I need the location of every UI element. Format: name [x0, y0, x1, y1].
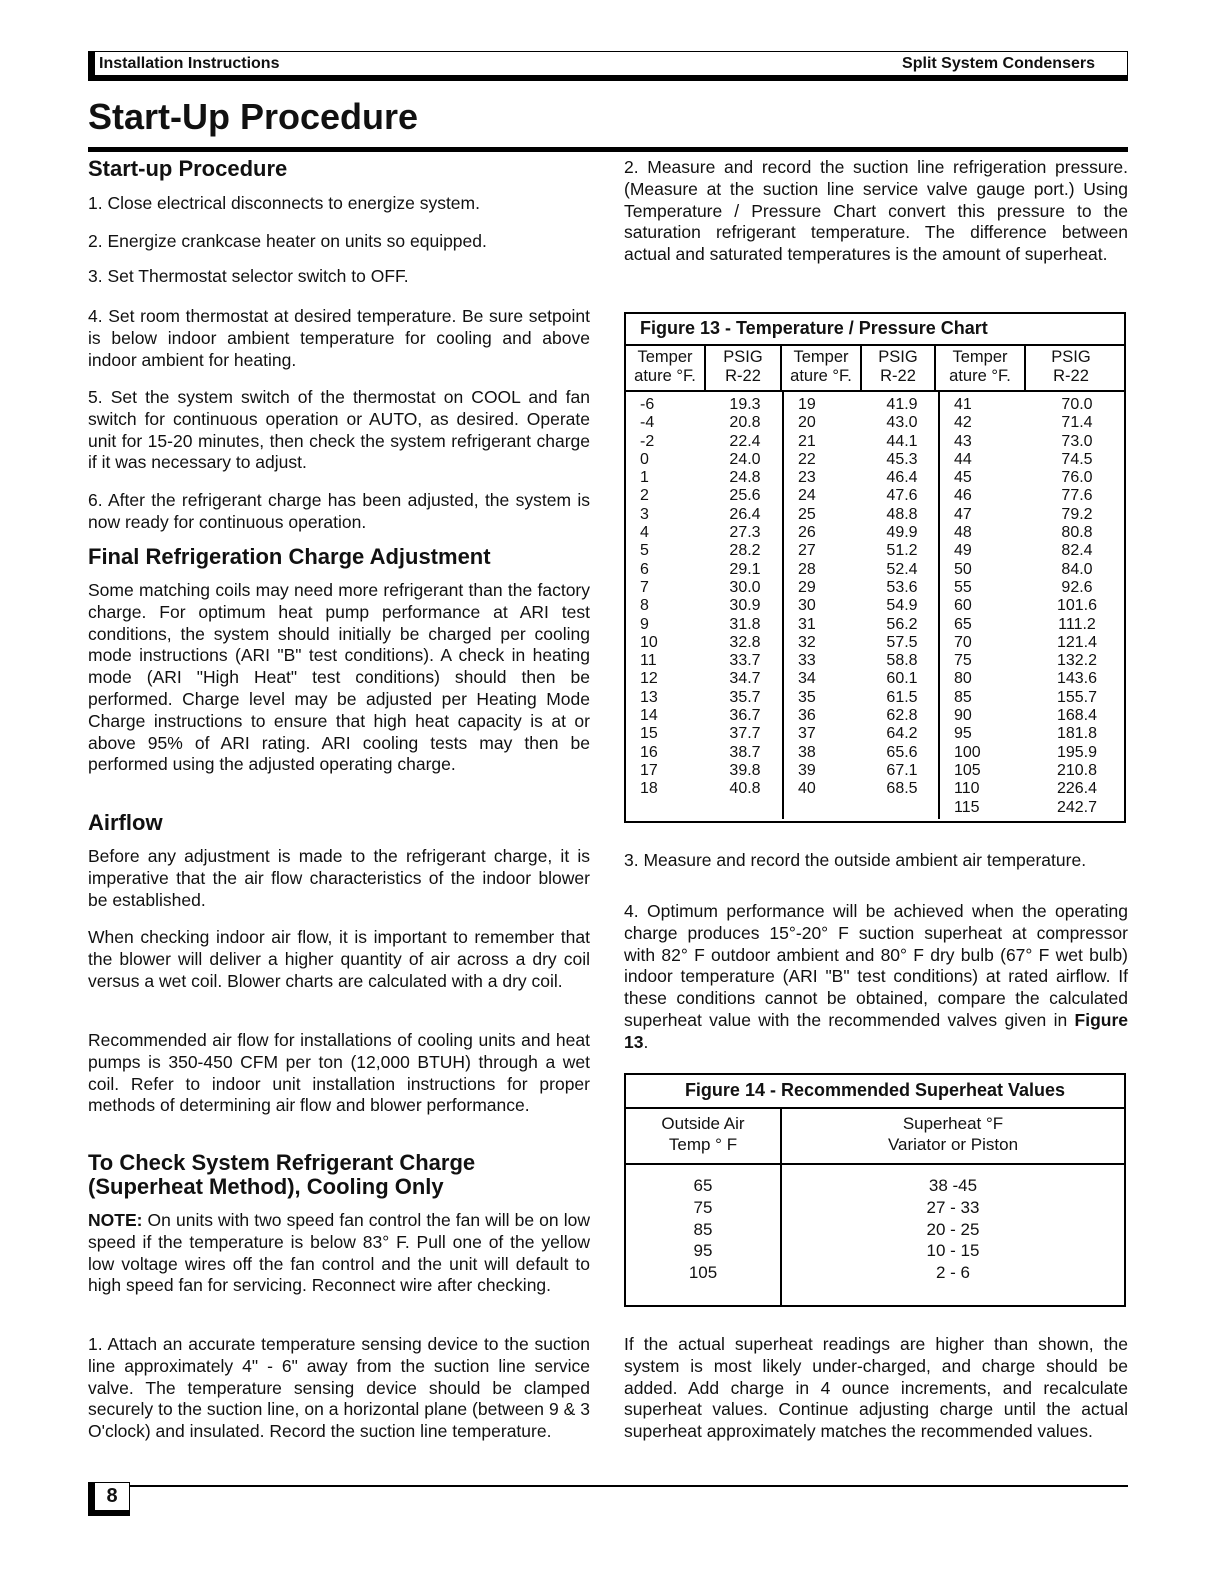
psig-cell: 92.6: [1061, 578, 1093, 596]
header-line: R-22: [880, 367, 916, 385]
psig-cell: 49.9: [886, 524, 918, 542]
step-2: 2. Energize crankcase heater on units so equipped.: [88, 231, 487, 251]
psig-cell: 22.4: [729, 432, 761, 450]
temperature-cell: 42: [954, 414, 972, 432]
page-number: 8: [88, 1482, 130, 1516]
psig-cell: 56.2: [886, 615, 918, 633]
note-text: On units with two speed fan control the fan will be on low speed if the temperature is below 83° F. Pull one of the yellow low voltage wires off the fan control and the unit will default to high speed fan for servicing. Reconnect wire after checking.: [88, 1210, 590, 1296]
psig-cell: 29.1: [729, 560, 761, 578]
temperature-cell: 105: [954, 761, 981, 779]
psig-cell: 60.1: [886, 670, 918, 688]
temperature-cell: 20: [798, 414, 816, 432]
temperature-cell: 48: [954, 524, 972, 542]
heading-check-charge: To Check System Refrigerant Charge (Superheat Method), Cooling Only: [88, 1150, 476, 1199]
temperature-cell: 75: [954, 652, 972, 670]
data-group: [626, 392, 784, 819]
step-3: 3. Set Thermostat selector switch to OFF.: [88, 266, 409, 286]
temperature-cell: 17: [640, 761, 658, 779]
psig-cell: 45.3: [886, 450, 918, 468]
psig-cell: 101.6: [1056, 597, 1098, 615]
temp-cell: 95: [693, 1241, 713, 1261]
psig-cell: 61.5: [886, 688, 918, 706]
temperature-cell: 27: [798, 542, 816, 560]
header-line: R-22: [725, 367, 761, 385]
heading-startup: Start-up Procedure: [88, 156, 288, 181]
psig-cell: 62.8: [886, 707, 918, 725]
psig-cell: 65.6: [886, 743, 918, 761]
temperature-cell: 31: [798, 615, 816, 633]
temperature-cell: 44: [954, 450, 972, 468]
header-temperature: [936, 346, 1026, 390]
header-line: Outside Air: [661, 1114, 745, 1133]
header-line: Variator or Piston: [887, 1135, 1019, 1154]
psig-cell: 76.0: [1061, 469, 1093, 487]
temperature-cell: 0: [640, 450, 649, 468]
psig-cell: 73.0: [1061, 432, 1093, 450]
temperature-cell: 70: [954, 633, 972, 651]
temperature-cell: 3: [640, 505, 649, 523]
note-label: NOTE:: [88, 1210, 143, 1230]
temperature-cell: 1: [640, 469, 649, 487]
temperature-cell: 19: [798, 396, 816, 413]
psig-cell: 38.7: [729, 743, 761, 761]
psig-cell: 111.2: [1058, 615, 1096, 633]
temperature-cell: 32: [798, 633, 816, 651]
psig-cell: 54.9: [886, 597, 918, 615]
temperature-cell: 24: [798, 487, 816, 505]
temperature-cell: 29: [798, 578, 816, 596]
psig-cell: 52.4: [886, 560, 918, 578]
psig-cell: 121.4: [1056, 633, 1098, 651]
temperature-cell: 30: [798, 597, 816, 615]
header-right: Split System Condensers: [902, 54, 1095, 72]
psig-cell: 68.5: [886, 780, 918, 798]
step-4: 4. Set room thermostat at desired temperature. Be sure setpoint is below indoor ambient temperature for cooling and above indoor ambient for heating.: [88, 306, 590, 370]
temperature-cell: 39: [798, 761, 816, 779]
step-4-end: .: [643, 1031, 649, 1052]
temperature-cell: 16: [640, 743, 658, 761]
temperature-cell: 21: [798, 432, 816, 450]
temperature-cell: 55: [954, 578, 972, 596]
psig-cell: 64.2: [886, 725, 918, 743]
temperature-cell: 38: [798, 743, 816, 761]
psig-cell: 24.8: [729, 469, 761, 487]
psig-cell: 58.8: [886, 652, 918, 670]
temperature-cell: 28: [798, 560, 816, 578]
header-line: ature °F.: [949, 367, 1011, 385]
step-4-text: 4. Optimum performance will be achieved when the operating charge produces 15°-20° F suction superheat at compressor with 82° F outdoor ambient and 80° F dry bulb (67° F wet bulb) indoor temperature (ARI "B" test conditions) at rated airflow. If these conditions cannot be obtained, compare the calculated superheat value with the recommended valves given in: [624, 901, 1128, 1030]
header-line: PSIG: [878, 348, 918, 366]
page-title: Start-Up Procedure: [88, 96, 419, 137]
airflow-para-3: Recommended air flow for installations of cooling units and heat pumps is 350-450 CFM per ton (12,000 BTUH) through a wet coil. Refer to indoor unit installation instructions for proper methods of determining air flow and blower performance.: [88, 1030, 590, 1116]
figure-14-table: [624, 1073, 1126, 1307]
temperature-cell: 23: [798, 469, 816, 487]
figure-13-ref: Figure 13: [624, 1009, 1128, 1052]
temperature-cell: 6: [640, 560, 649, 578]
header-group: [936, 346, 1116, 390]
psig-cell: 30.0: [729, 578, 761, 596]
psig-cell: 48.8: [886, 505, 918, 523]
psig-cell: 35.7: [729, 688, 761, 706]
temperature-cell: 36: [798, 707, 816, 725]
psig-cell: 41.9: [886, 396, 918, 413]
final-charge-para: Some matching coils may need more refrigerant than the factory charge. For optimum heat pump performance at ARI test conditions, the system should initially be charged per cooling mode instructions (ARI "B" test conditions). A check in heating mode (ARI "High Heat" test conditions) should then be performed. Charge level may be adjusted per Heating Mode Charge instructions to ensure that high heat capacity is at or above 95% of ARI rating. ARI cooling tests may then be performed using the adjusted operating charge.: [88, 580, 590, 775]
psig-cell: 19.3: [729, 396, 761, 413]
header-line: Temper: [793, 348, 849, 366]
psig-cell: 27.3: [729, 524, 761, 542]
airflow-para-1: Before any adjustment is made to the refrigerant charge, it is imperative that the air flow characteristics of the indoor blower be established.: [88, 846, 590, 910]
psig-cell: 51.2: [886, 542, 918, 560]
right-step-3: 3. Measure and record the outside ambient air temperature.: [624, 850, 1087, 870]
header-superheat: [782, 1109, 1124, 1163]
psig-cell: 210.8: [1056, 761, 1098, 779]
superheat-cell: 20 - 25: [926, 1219, 980, 1239]
psig-cell: 132.2: [1056, 652, 1098, 670]
psig-cell: 155.7: [1056, 688, 1098, 706]
psig-column: [1032, 396, 1122, 819]
title-rule: [88, 147, 1128, 152]
header-group: [626, 346, 782, 390]
temperature-cell: 40: [798, 780, 816, 798]
header-psig: [1026, 346, 1116, 390]
step-5: 5. Set the system switch of the thermostat on COOL and fan switch for continuous operation or AUTO, as desired. Operate unit for 15-20 minutes, then check the system refrigerant charge if it was necessary to adjust.: [88, 387, 590, 473]
temperature-column: [940, 396, 1032, 819]
temperature-cell: 13: [640, 688, 658, 706]
temperature-cell: 47: [954, 505, 972, 523]
header-line: R-22: [1053, 367, 1089, 385]
psig-cell: 46.4: [886, 469, 918, 487]
superheat-cell: 38 -45: [928, 1176, 978, 1195]
data-group: [784, 392, 940, 819]
temperature-cell: 10: [640, 633, 658, 651]
psig-cell: 25.6: [729, 487, 761, 505]
temperature-cell: 9: [640, 615, 649, 633]
header-line: Temper: [952, 348, 1008, 366]
header-left: Installation Instructions: [99, 54, 280, 72]
header-line: PSIG: [1051, 348, 1091, 366]
psig-cell: 20.8: [729, 414, 761, 432]
temperature-cell: 18: [640, 780, 658, 798]
psig-cell: 70.0: [1061, 396, 1093, 413]
heading-final-charge: Final Refrigeration Charge Adjustment: [88, 544, 491, 569]
temperature-cell: -6: [640, 396, 655, 413]
superheat-cell: 2 - 6: [935, 1263, 971, 1283]
header-line: ature °F.: [634, 367, 696, 385]
step-1: 1. Close electrical disconnects to energize system.: [88, 193, 480, 213]
temperature-cell: 90: [954, 707, 972, 725]
temperature-cell: 25: [798, 505, 816, 523]
temp-cell: 105: [688, 1263, 718, 1283]
temperature-cell: 95: [954, 725, 972, 743]
psig-cell: 195.9: [1056, 743, 1098, 761]
temperature-cell: 115: [954, 798, 980, 816]
header-line: Temp ° F: [668, 1135, 738, 1154]
psig-cell: 40.8: [729, 780, 761, 798]
psig-cell: 26.4: [729, 505, 761, 523]
psig-cell: 43.0: [886, 414, 918, 432]
header-line: PSIG: [723, 348, 763, 366]
psig-cell: 168.4: [1056, 707, 1098, 725]
temperature-cell: 49: [954, 542, 972, 560]
temperature-cell: 60: [954, 597, 972, 615]
right-step-2: 2. Measure and record the suction line refrigeration pressure. (Measure at the suction line service valve gauge port.) Using Temperature / Pressure Chart convert this pressure to the saturation refrigerant temperature. The difference between actual and saturated temperatures is the amount of superheat.: [624, 157, 1128, 265]
temperature-cell: 15: [640, 725, 658, 743]
temperature-cell: 4: [640, 524, 649, 542]
psig-cell: 24.0: [729, 450, 761, 468]
header-group: [782, 346, 936, 390]
psig-cell: 44.1: [886, 432, 918, 450]
figure-13-caption: Figure 13 - Temperature / Pressure Chart: [626, 314, 1124, 346]
data-group: [940, 392, 1122, 819]
psig-cell: 47.6: [886, 487, 918, 505]
psig-cell: 57.5: [886, 633, 918, 651]
temp-cell: 85: [693, 1219, 713, 1239]
header-psig: [706, 346, 780, 390]
psig-cell: 53.6: [886, 578, 918, 596]
temperature-cell: 65: [954, 615, 972, 633]
superheat-column: [782, 1165, 1124, 1305]
temperature-cell: 41: [954, 396, 972, 413]
header-temperature: [626, 346, 706, 390]
temperature-cell: 85: [954, 688, 972, 706]
airflow-para-2: When checking indoor air flow, it is important to remember that the blower will deliver a higher quantity of air across a dry coil versus a wet coil. Blower charts are calculated with a dry coil.: [88, 927, 590, 991]
psig-column: [708, 396, 782, 819]
figure-13-table: [624, 312, 1126, 823]
psig-cell: 39.8: [729, 761, 761, 779]
psig-column: [866, 396, 938, 819]
heading-airflow: Airflow: [88, 810, 163, 835]
psig-cell: 32.8: [729, 633, 761, 651]
header-psig: [862, 346, 934, 390]
temperature-cell: 100: [954, 743, 981, 761]
footer-rule: [130, 1485, 1128, 1487]
temperature-cell: 7: [640, 578, 649, 596]
temperature-cell: 22: [798, 450, 816, 468]
psig-cell: 36.7: [729, 707, 761, 725]
check-step-1: 1. Attach an accurate temperature sensing device to the suction line approximately 4" - 6" away from the suction line service valve. The temperature sensing device should be clamped securely to the suction line, on a horizontal plane (between 9 & 3 O'clock) and insulated. Record the suction line temperature.: [88, 1334, 590, 1442]
temp-cell: 65: [693, 1176, 713, 1195]
psig-cell: 77.6: [1061, 487, 1093, 505]
psig-cell: 226.4: [1056, 780, 1098, 798]
psig-cell: 33.7: [729, 652, 761, 670]
psig-cell: 143.6: [1056, 670, 1098, 688]
right-final-para: If the actual superheat readings are higher than shown, the system is most likely under-charged, and charge should be added. Add charge in 4 ounce increments, and recalculate superheat values. Continue adjusting charge until the actual superheat approximately matches the recommended values.: [624, 1334, 1128, 1442]
temp-column: [626, 1165, 782, 1305]
temperature-column: [626, 396, 708, 819]
psig-cell: 34.7: [729, 670, 761, 688]
psig-cell: 74.5: [1061, 450, 1093, 468]
step-6: 6. After the refrigerant charge has been adjusted, the system is now ready for continuous operation.: [88, 490, 590, 532]
psig-cell: 82.4: [1061, 542, 1093, 560]
psig-cell: 30.9: [729, 597, 761, 615]
temperature-cell: 37: [798, 725, 816, 743]
temperature-cell: 35: [798, 688, 816, 706]
psig-cell: 84.0: [1061, 560, 1093, 578]
temperature-cell: 26: [798, 524, 816, 542]
header-outside-air: [626, 1109, 782, 1163]
temperature-cell: 8: [640, 597, 649, 615]
temperature-cell: -4: [640, 414, 655, 432]
temperature-cell: 110: [954, 780, 980, 798]
psig-cell: 37.7: [729, 725, 761, 743]
temperature-cell: 33: [798, 652, 816, 670]
header-line: Superheat °F: [902, 1114, 1004, 1133]
temperature-cell: 34: [798, 670, 816, 688]
superheat-cell: 10 - 15: [926, 1241, 980, 1261]
temperature-cell: 45: [954, 469, 972, 487]
psig-cell: 31.8: [729, 615, 761, 633]
temperature-cell: 2: [640, 487, 649, 505]
header-temperature: [782, 346, 862, 390]
temperature-cell: 50: [954, 560, 972, 578]
header-line: Temper: [637, 348, 693, 366]
temperature-cell: 12: [640, 670, 658, 688]
psig-cell: 181.8: [1056, 725, 1098, 743]
temperature-cell: 43: [954, 432, 972, 450]
psig-cell: 67.1: [886, 761, 918, 779]
page-header: [88, 51, 1128, 81]
temperature-cell: 80: [954, 670, 972, 688]
psig-cell: 79.2: [1061, 505, 1093, 523]
figure-14-caption: Figure 14 - Recommended Superheat Values: [626, 1075, 1124, 1109]
temperature-cell: 14: [640, 707, 658, 725]
temperature-cell: 11: [640, 652, 657, 670]
psig-cell: 80.8: [1061, 524, 1093, 542]
note-para: [88, 1210, 590, 1297]
temperature-column: [784, 396, 866, 819]
psig-cell: 242.7: [1056, 798, 1098, 816]
temperature-cell: -2: [640, 432, 655, 450]
right-step-4: [624, 901, 1128, 1054]
header-line: ature °F.: [790, 367, 852, 385]
temperature-cell: 5: [640, 542, 649, 560]
temperature-cell: 46: [954, 487, 972, 505]
psig-cell: 71.4: [1061, 414, 1093, 432]
temp-cell: 75: [693, 1197, 713, 1217]
superheat-cell: 27 - 33: [926, 1197, 980, 1217]
psig-cell: 28.2: [729, 542, 761, 560]
